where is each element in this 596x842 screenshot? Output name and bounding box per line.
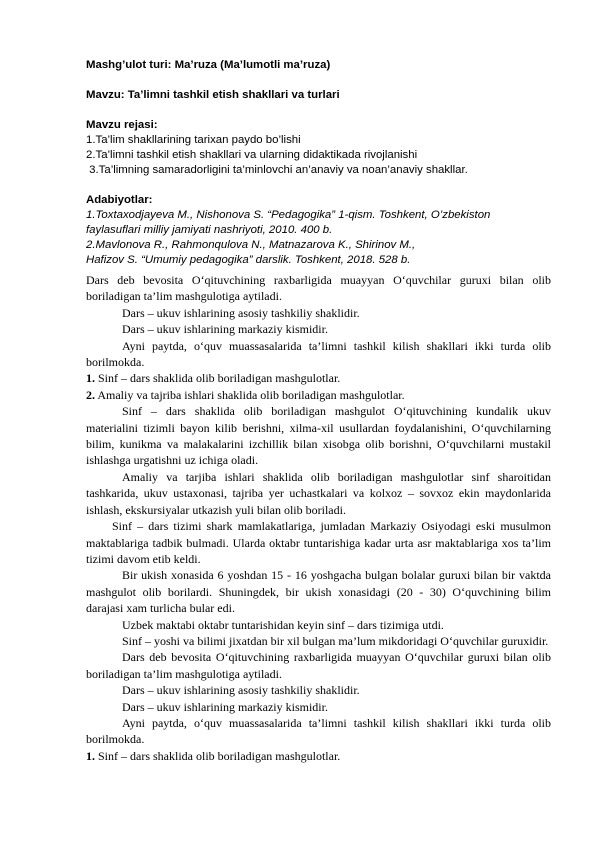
plan-item: 1.Ta’lim shakllarining tarixan paydo bo’lishi <box>86 134 301 146</box>
literature-title: Adabiyotlar: <box>86 194 153 206</box>
plan-item: 2.Ta’limni tashkil etish shakllari va ularning didaktikada rivojlanishi <box>86 149 418 161</box>
paragraph: Dars – ukuv ishlarining markaziy kismidir. <box>122 322 328 337</box>
paragraph: Sinf – yoshi va bilimi jixatdan bir xil bulgan ma’lum mikdoridagi O‘quvchilar guruxidir. <box>122 633 549 648</box>
paragraph-number: 1. <box>86 371 95 386</box>
paragraph: Ayni paytda, o‘quv muassasalarida ta’limni tashkil kilish shakllari ikki turda olib borilmokda. <box>86 715 551 747</box>
paragraph: Dars deb bevosita O‘qituvchining raxbarligida muayyan O‘quvchilar guruxi bilan olib boriladigan ta’lim mashgulotiga aytiladi. <box>86 273 551 304</box>
paragraph-text: Sinf – dars shaklida olib boriladigan mashgulotlar. <box>95 748 341 763</box>
paragraph: Dars – ukuv ishlarining asosiy tashkiliy shaklidir. <box>122 683 360 698</box>
numbered-paragraph <box>86 748 551 764</box>
paragraph-number: 2. <box>86 387 95 402</box>
plan-title: Mavzu rejasi: <box>86 119 158 131</box>
literature-line: 2.Mavlonova R., Rahmonqulova N., Matnazarova K., Shirinov M., <box>86 239 416 251</box>
topic-plan <box>86 118 551 178</box>
paragraph: Dars – ukuv ishlarining asosiy tashkiliy shaklidir. <box>122 305 360 320</box>
paragraph: Uzbek maktabi oktabr tuntarishidan keyin sinf – dars tizimiga utdi. <box>122 617 444 632</box>
numbered-paragraph <box>86 370 551 386</box>
body-text <box>86 272 551 764</box>
literature-line: faylasuflari milliy jamiyati nashriyoti, 2010. 400 b. <box>86 224 333 236</box>
plan-item: 3.Ta’limning samaradorligini ta’minlovchi an’anaviy va noan’anaviy shakllar. <box>86 164 468 176</box>
paragraph-text: Amaliy va tajriba ishlari shaklida olib boriladigan mashgulotlar. <box>95 387 405 402</box>
paragraph: Bir ukish xonasida 6 yoshdan 15 - 16 yoshgacha bulgan bolalar guruxi bilan bir vaktda mashgulot olib borilardi. Shuningdek, bir ukish xonasidagi (20 - 30) O‘quvchining bilim darajasi xam turlicha bular edi. <box>86 568 551 616</box>
paragraph-number: 1. <box>86 748 95 763</box>
paragraph: Sinf – dars shaklida olib boriladigan mashgulot O‘qituvchining kundalik ukuv materialini tizimli bayon kilib berishni, xilma-xil usullardan foydalanishini, O‘quvchilarning bilim, kunikma va malakalarini izchillik bilan xisobga olib borishni, O‘quvchilarni mustakil ishlashga urgatishni uz ichiga oladi. <box>86 404 551 468</box>
paragraph: Sinf – dars tizimi shark mamlakatlariga, jumladan Markaziy Osiyodagi eski musulmon maktablariga tadbik bulmadi. Ularda oktabr tuntarishiga kadar urta asr maktablariga xos ta’lim tizimi davom etib keldi. <box>86 519 551 566</box>
literature-line: 1.Toxtaxodjayeva M., Nishonova S. “Pedagogika” 1-qism. Toshkent, O’zbekiston <box>86 209 491 221</box>
paragraph: Dars – ukuv ishlarining markaziy kismidir. <box>122 699 328 714</box>
numbered-paragraph <box>86 387 551 403</box>
paragraph-text: Sinf – dars shaklida olib boriladigan mashgulotlar. <box>95 371 341 386</box>
paragraph: Amaliy va tarjiba ishlari shaklida olib boriladigan mashgulotlar sinf sharoitidan tashkarida, ukuv ustaxonasi, tajriba yer uchastkalari va kolxoz – sovxoz ekin maydonlarida ishlash, ekskursiyalar utkazish yuli bilan olib boriladi. <box>86 469 551 517</box>
literature-line: Hafizov S. “Umumiy pedagogika” darslik. Toshkent, 2018. 528 b. <box>86 254 411 266</box>
paragraph: Ayni paytda, o‘quv muassasalarida ta’limni tashkil kilish shakllari ikki turda olib borilmokda. <box>86 338 551 370</box>
literature <box>86 193 551 268</box>
lesson-topic: Mavzu: Ta’limni tashkil etish shakllari va turlari <box>86 89 340 101</box>
lesson-type: Mashg’ulot turi: Ma’ruza (Ma’lumotli ma’ruza) <box>86 59 331 71</box>
paragraph: Dars deb bevosita O‘qituvchining raxbarligida muayyan O‘quvchilar guruxi bilan olib boriladigan ta’lim mashgulotiga aytiladi. <box>86 650 551 681</box>
